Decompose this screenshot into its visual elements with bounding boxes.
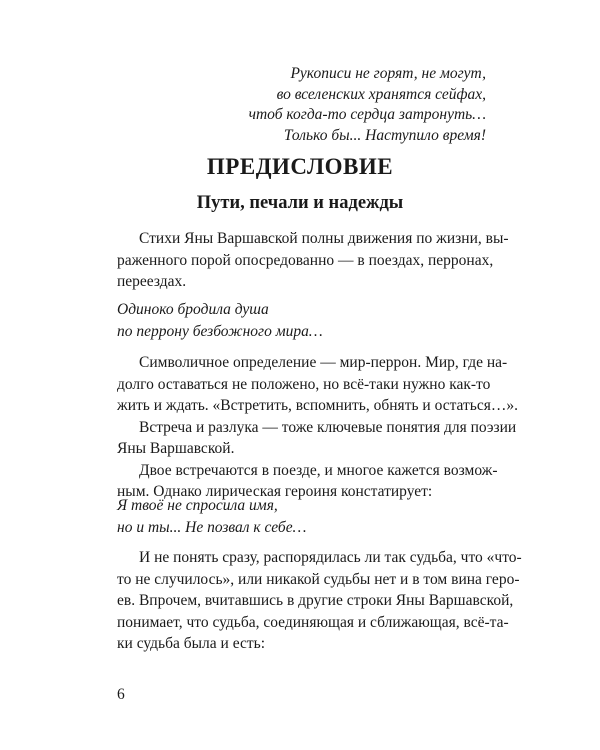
epigraph-line: чтоб когда-то сердца затронуть… <box>248 106 486 123</box>
epigraph <box>249 64 486 146</box>
quote-line: по перрону безбожного мира… <box>117 322 323 340</box>
epigraph-line: во вселенских хранятся сейфах, <box>276 85 486 103</box>
chapter-subtitle: Пути, печали и надежды <box>196 193 404 213</box>
epigraph-line: Только бы... Наступило время! <box>283 126 486 144</box>
text-line: Яны Варшавской. <box>117 440 235 457</box>
quote-line: но и ты... Не позвал к себе… <box>117 518 307 536</box>
page-number: 6 <box>117 686 125 703</box>
text-line: ев. Впрочем, вчитавшись в другие строки Яны Варшавской, <box>117 592 514 609</box>
text-line: то не случилось», или никакой судьбы нет и в том вина геро- <box>117 570 520 588</box>
text-line: понимает, что судьба, соединяющая и сближающая, всё-та- <box>117 613 509 631</box>
quote-line: Я твоё не спросила имя, <box>117 497 278 514</box>
paragraph-1 <box>117 228 509 293</box>
epigraph-line: Рукописи не горят, не могут, <box>290 65 486 82</box>
text-line: Символичное определение — мир-перрон. Мир, где на- <box>139 354 508 371</box>
paragraph-3 <box>117 547 522 655</box>
text-line: И не понять сразу, распорядилась ли так судьба, что «что- <box>139 549 522 566</box>
text-line: долго оставаться не положено, но всё-таки нужно как-то <box>117 375 491 393</box>
quote-line: Одиноко бродила душа <box>117 301 269 318</box>
chapter-title: ПРЕДИСЛОВИЕ <box>206 154 394 179</box>
text-line: раженного порой опосредованно — в поездах, перронах, <box>117 251 494 269</box>
text-line: жить и ждать. «Встретить, вспомнить, обнять и остаться…». <box>117 397 519 414</box>
quote-2 <box>117 495 306 538</box>
paragraph-2 <box>117 352 519 503</box>
text-line: Двое встречаются в поезде, и многое кажется возмож- <box>139 461 498 479</box>
quote-1 <box>117 299 323 342</box>
text-line: Стихи Яны Варшавской полны движения по жизни, вы- <box>139 230 509 247</box>
text-line: Встреча и разлука — тоже ключевые понятия для поэзии <box>139 418 517 436</box>
text-line: ным. Однако лирическая героиня констатирует: <box>117 483 433 500</box>
text-line: переездах. <box>117 273 187 290</box>
text-line: ки судьба была и есть: <box>117 635 265 652</box>
